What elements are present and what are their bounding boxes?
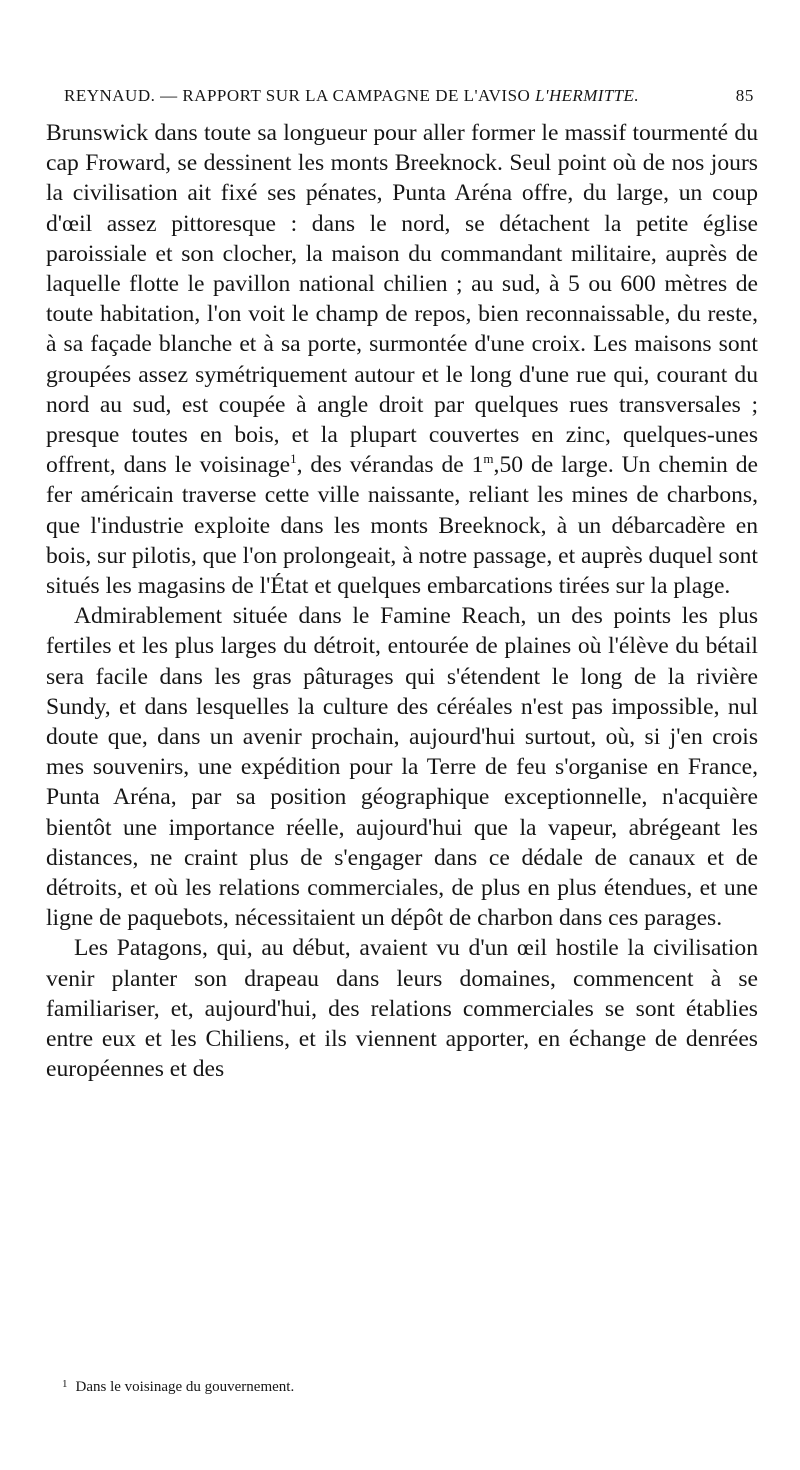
paragraph-1	[46, 118, 758, 601]
footnote-reference: 1	[290, 451, 297, 467]
header-title: RAPPORT SUR LA CAMPAGNE DE L'AVISO	[182, 86, 531, 105]
footnote	[62, 1374, 752, 1397]
header-dash: —	[160, 86, 178, 105]
running-head	[64, 86, 754, 116]
footnote-text: Dans le voisinage du gouvernement.	[75, 1379, 295, 1395]
body-text	[46, 118, 758, 1085]
footnote-marker: 1	[62, 1378, 68, 1390]
paragraph-1-text-c: ,50 de large. Un chemin de fer américain traverse cette ville naissante, reliant les mines de charbons, que l'industrie exploite dans les monts Breeknock, à un débarcadère en bois, sur pilotis, que l'on prolongeait, à notre passage, et auprès duquel sont situés les magasins de l'État et quelques embarcations tirées sur la plage.	[46, 452, 758, 600]
paragraph-2: Admirablement située dans le Famine Reach, un des points les plus fertiles et les plus larges du détroit, entourée de plaines où l'élève du bétail sera facile dans les gras pâturages qui s'étendent le long de la rivière Sundy, et dans lesquelles la culture des céréales n'est pas impossible, nul doute que, dans un avenir prochain, aujourd'hui surtout, où, si j'en crois mes souvenirs, une expédition pour la Terre de feu s'organise en France, Punta Aréna, par sa position géographique exceptionnelle, n'acquière bientôt une importance réelle, aujourd'hui que la vapeur, abrégeant les distances, ne craint plus de s'engager dans ce dédale de canaux et de détroits, et où les relations commerciales, de plus en plus étendues, et une ligne de paquebots, nécessitaient un dépôt de charbon dans ces parages.	[46, 603, 758, 932]
page-number: 85	[735, 86, 754, 105]
paragraph-1-text-a: Brunswick dans toute sa longueur pour aller former le massif tourmenté du cap Froward, se dessinent les monts Breeknock. Seul point où de nos jours la civilisation ait fixé ses pénates, Punta Aréna offre, du large, un coup d'œil assez pittoresque : dans le nord, se détachent la petite église paroissiale et son clocher, la maison du commandant militaire, auprès de laquelle flotte le pavillon national chilien ; au sud, à 5 ou 600 mètres de toute habitation, l'on voit le champ de repos, bien reconnaissable, du reste, à sa façade blanche et à sa porte, surmontée d'une croix. Les maisons sont groupées assez symétriquement autour et le long d'une rue qui, courant du nord au sud, est coupée à angle droit par quelques rues transversales ; presque toutes en bois, et la plupart couvertes en zinc, quelques-unes offrent, dans le voisinage	[46, 120, 758, 479]
header-ship-name: L'HERMITTE.	[535, 86, 639, 105]
paragraph-1-text-b: , des vérandas de 1	[296, 452, 484, 479]
paragraph-3: Les Patagons, qui, au début, avaient vu d'un œil hostile la civilisation venir planter son drapeau dans leurs domaines, commencent à se familiariser, et, aujourd'hui, des relations commerciales se sont établies entre eux et les Chiliens, et ils viennent apporter, en échange de denrées européennes et des	[46, 935, 758, 1083]
unit-metre-superscript: m	[483, 451, 494, 467]
running-head-title	[64, 86, 639, 106]
header-author: REYNAUD.	[64, 86, 156, 105]
